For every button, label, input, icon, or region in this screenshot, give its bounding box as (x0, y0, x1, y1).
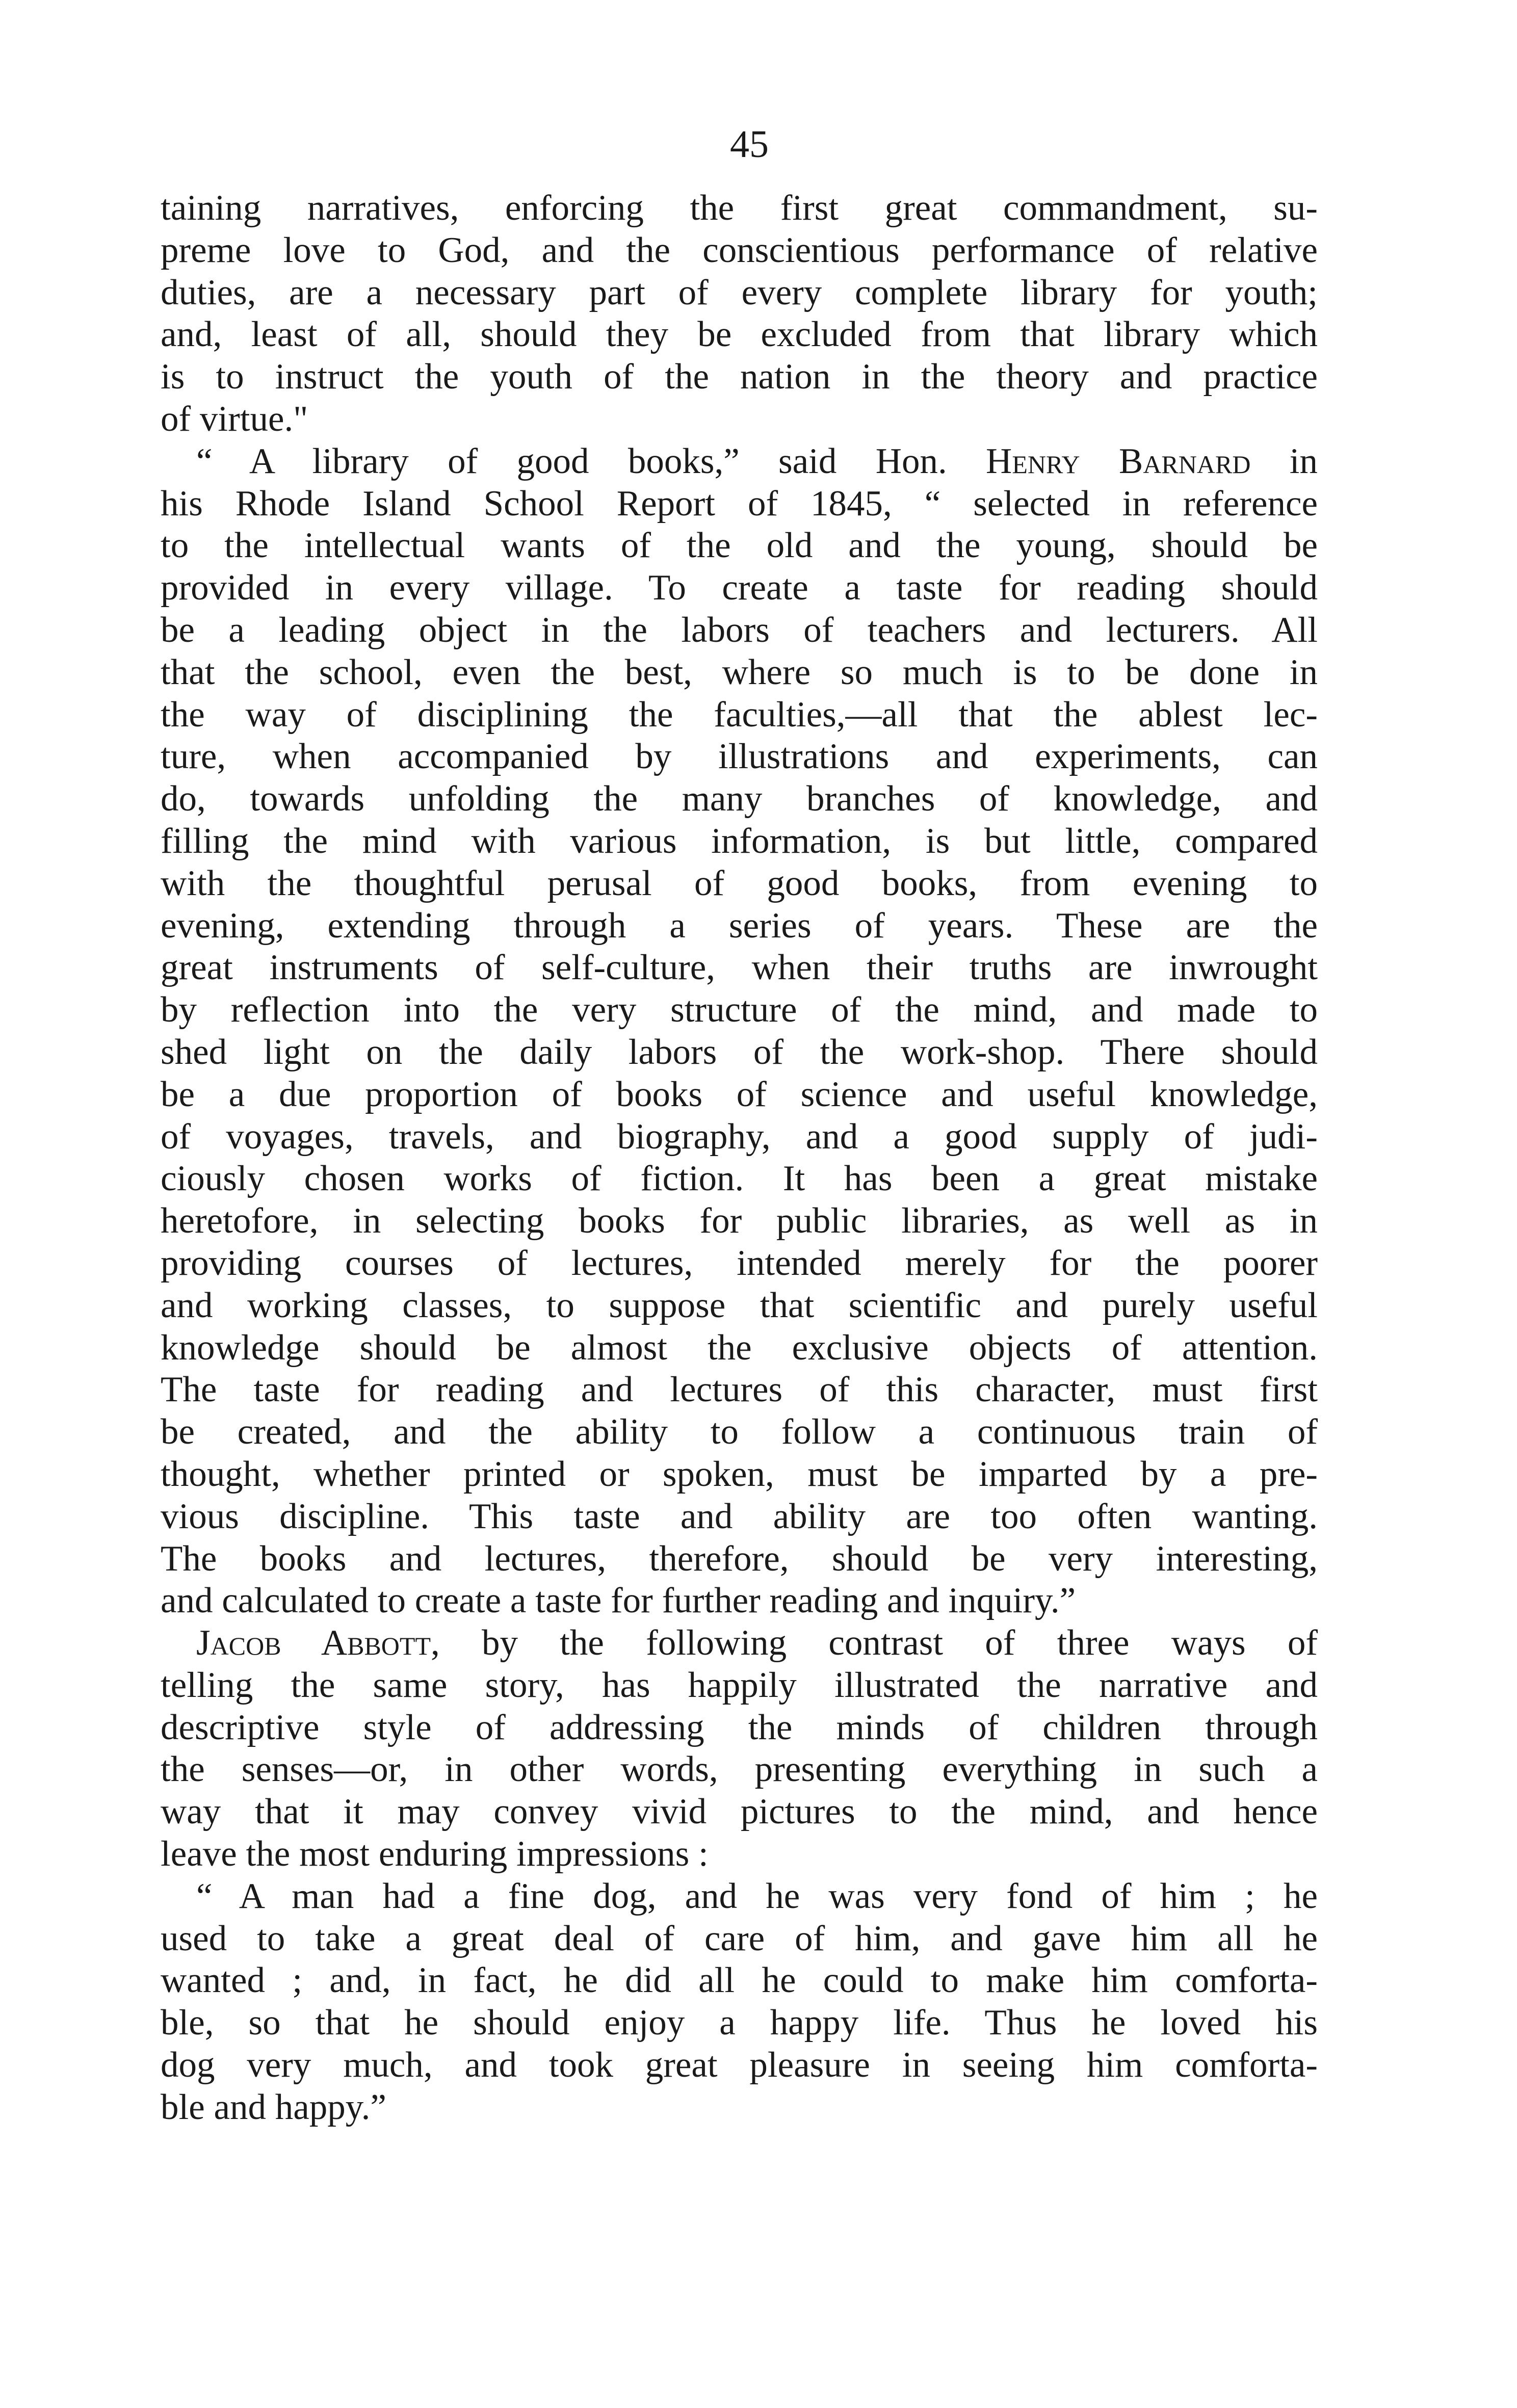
text-line: be created, and the ability to follow a continuous train of (161, 1412, 1318, 1452)
text-line: providing courses of lectures, intended merely for the poorer (161, 1243, 1318, 1283)
text-line: ciously chosen works of fiction. It has been a great mistake (161, 1159, 1318, 1199)
proper-name: Jacob Abbott (196, 1623, 431, 1663)
text-line: “ A man had a fine dog, and he was very fond of him ; he (196, 1876, 1318, 1916)
text-line: preme love to God, and the conscientious performance of relative (161, 230, 1318, 270)
text-line: Jacob Abbott, by the following contrast of three ways of (196, 1623, 1318, 1663)
book-page (161, 120, 1318, 2129)
text-line: the senses—or, in other words, presenting everything in such a (161, 1749, 1318, 1790)
text-line: and calculated to create a taste for further reading and inquiry.” (161, 1581, 1076, 1621)
proper-name: Henry Barnard (986, 441, 1251, 481)
text-line: way that it may convey vivid pictures to the mind, and hence (161, 1792, 1318, 1832)
text-line: ble and happy.” (161, 2087, 386, 2127)
text-line: great instruments of self-culture, when their truths are inwrought (161, 948, 1318, 988)
text-line: of voyages, travels, and biography, and a good supply of judi- (161, 1116, 1318, 1157)
text-line: dog very much, and took great pleasure in seeing him comforta- (161, 2045, 1318, 2085)
text-line: the way of disciplining the faculties,—all that the ablest lec- (161, 694, 1318, 735)
text-line: is to instruct the youth of the nation in the theory and practice (161, 357, 1318, 397)
text-line: wanted ; and, in fact, he did all he could to make him comforta- (161, 1960, 1318, 2001)
text-line: “ A library of good books,” said Hon. Henry Barnard in (196, 441, 1318, 481)
text-line: duties, are a necessary part of every complete library for youth; (161, 272, 1318, 312)
text-line: by reflection into the very structure of the mind, and made to (161, 990, 1318, 1030)
text-line: his Rhode Island School Report of 1845, “ selected in reference (161, 483, 1318, 524)
text-line: to the intellectual wants of the old and the young, should be (161, 526, 1318, 566)
text-line: and working classes, to suppose that scientific and purely useful (161, 1285, 1318, 1325)
text-line: knowledge should be almost the exclusive objects of attention. (161, 1327, 1318, 1368)
body-text (161, 187, 1318, 2129)
text-line: heretofore, in selecting books for public libraries, as well as in (161, 1201, 1318, 1241)
text-line: leave the most enduring impressions : (161, 1834, 709, 1874)
text-line: filling the mind with various information, is but little, compared (161, 821, 1318, 861)
text-line: descriptive style of addressing the minds of children through (161, 1707, 1318, 1747)
text-line: of virtue." (161, 399, 308, 439)
text-line: ture, when accompanied by illustrations and experiments, can (161, 737, 1318, 777)
text-line: The books and lectures, therefore, should be very interesting, (161, 1538, 1318, 1579)
text-line: telling the same story, has happily illustrated the narrative and (161, 1665, 1318, 1705)
text-line: vious discipline. This taste and ability are too often wanting. (161, 1496, 1318, 1536)
text-line: thought, whether printed or spoken, must be imparted by a pre- (161, 1454, 1318, 1494)
paragraph (161, 187, 1318, 440)
page-number: 45 (730, 123, 769, 166)
paragraph (161, 440, 1318, 1622)
text-line: evening, extending through a series of years. These are the (161, 905, 1318, 946)
text-line: shed light on the daily labors of the work-shop. There should (161, 1032, 1318, 1072)
text-line: provided in every village. To create a taste for reading should (161, 568, 1318, 608)
text-line: ble, so that he should enjoy a happy life. Thus he loved his (161, 2003, 1318, 2043)
text-line: The taste for reading and lectures of this character, must first (161, 1370, 1318, 1410)
text-line: used to take a great deal of care of him, and gave him all he (161, 1918, 1318, 1958)
text-line: be a leading object in the labors of teachers and lecturers. All (161, 610, 1318, 650)
text-line: do, towards unfolding the many branches of knowledge, and (161, 779, 1318, 819)
text-line: with the thoughtful perusal of good books, from evening to (161, 863, 1318, 903)
text-line: be a due proportion of books of science and useful knowledge, (161, 1074, 1318, 1114)
text-line: and, least of all, should they be excluded from that library which (161, 315, 1318, 355)
text-line: that the school, even the best, where so much is to be done in (161, 652, 1318, 692)
paragraph (161, 1875, 1318, 2129)
text-line: taining narratives, enforcing the first great commandment, su- (161, 188, 1318, 228)
paragraph (161, 1622, 1318, 1875)
